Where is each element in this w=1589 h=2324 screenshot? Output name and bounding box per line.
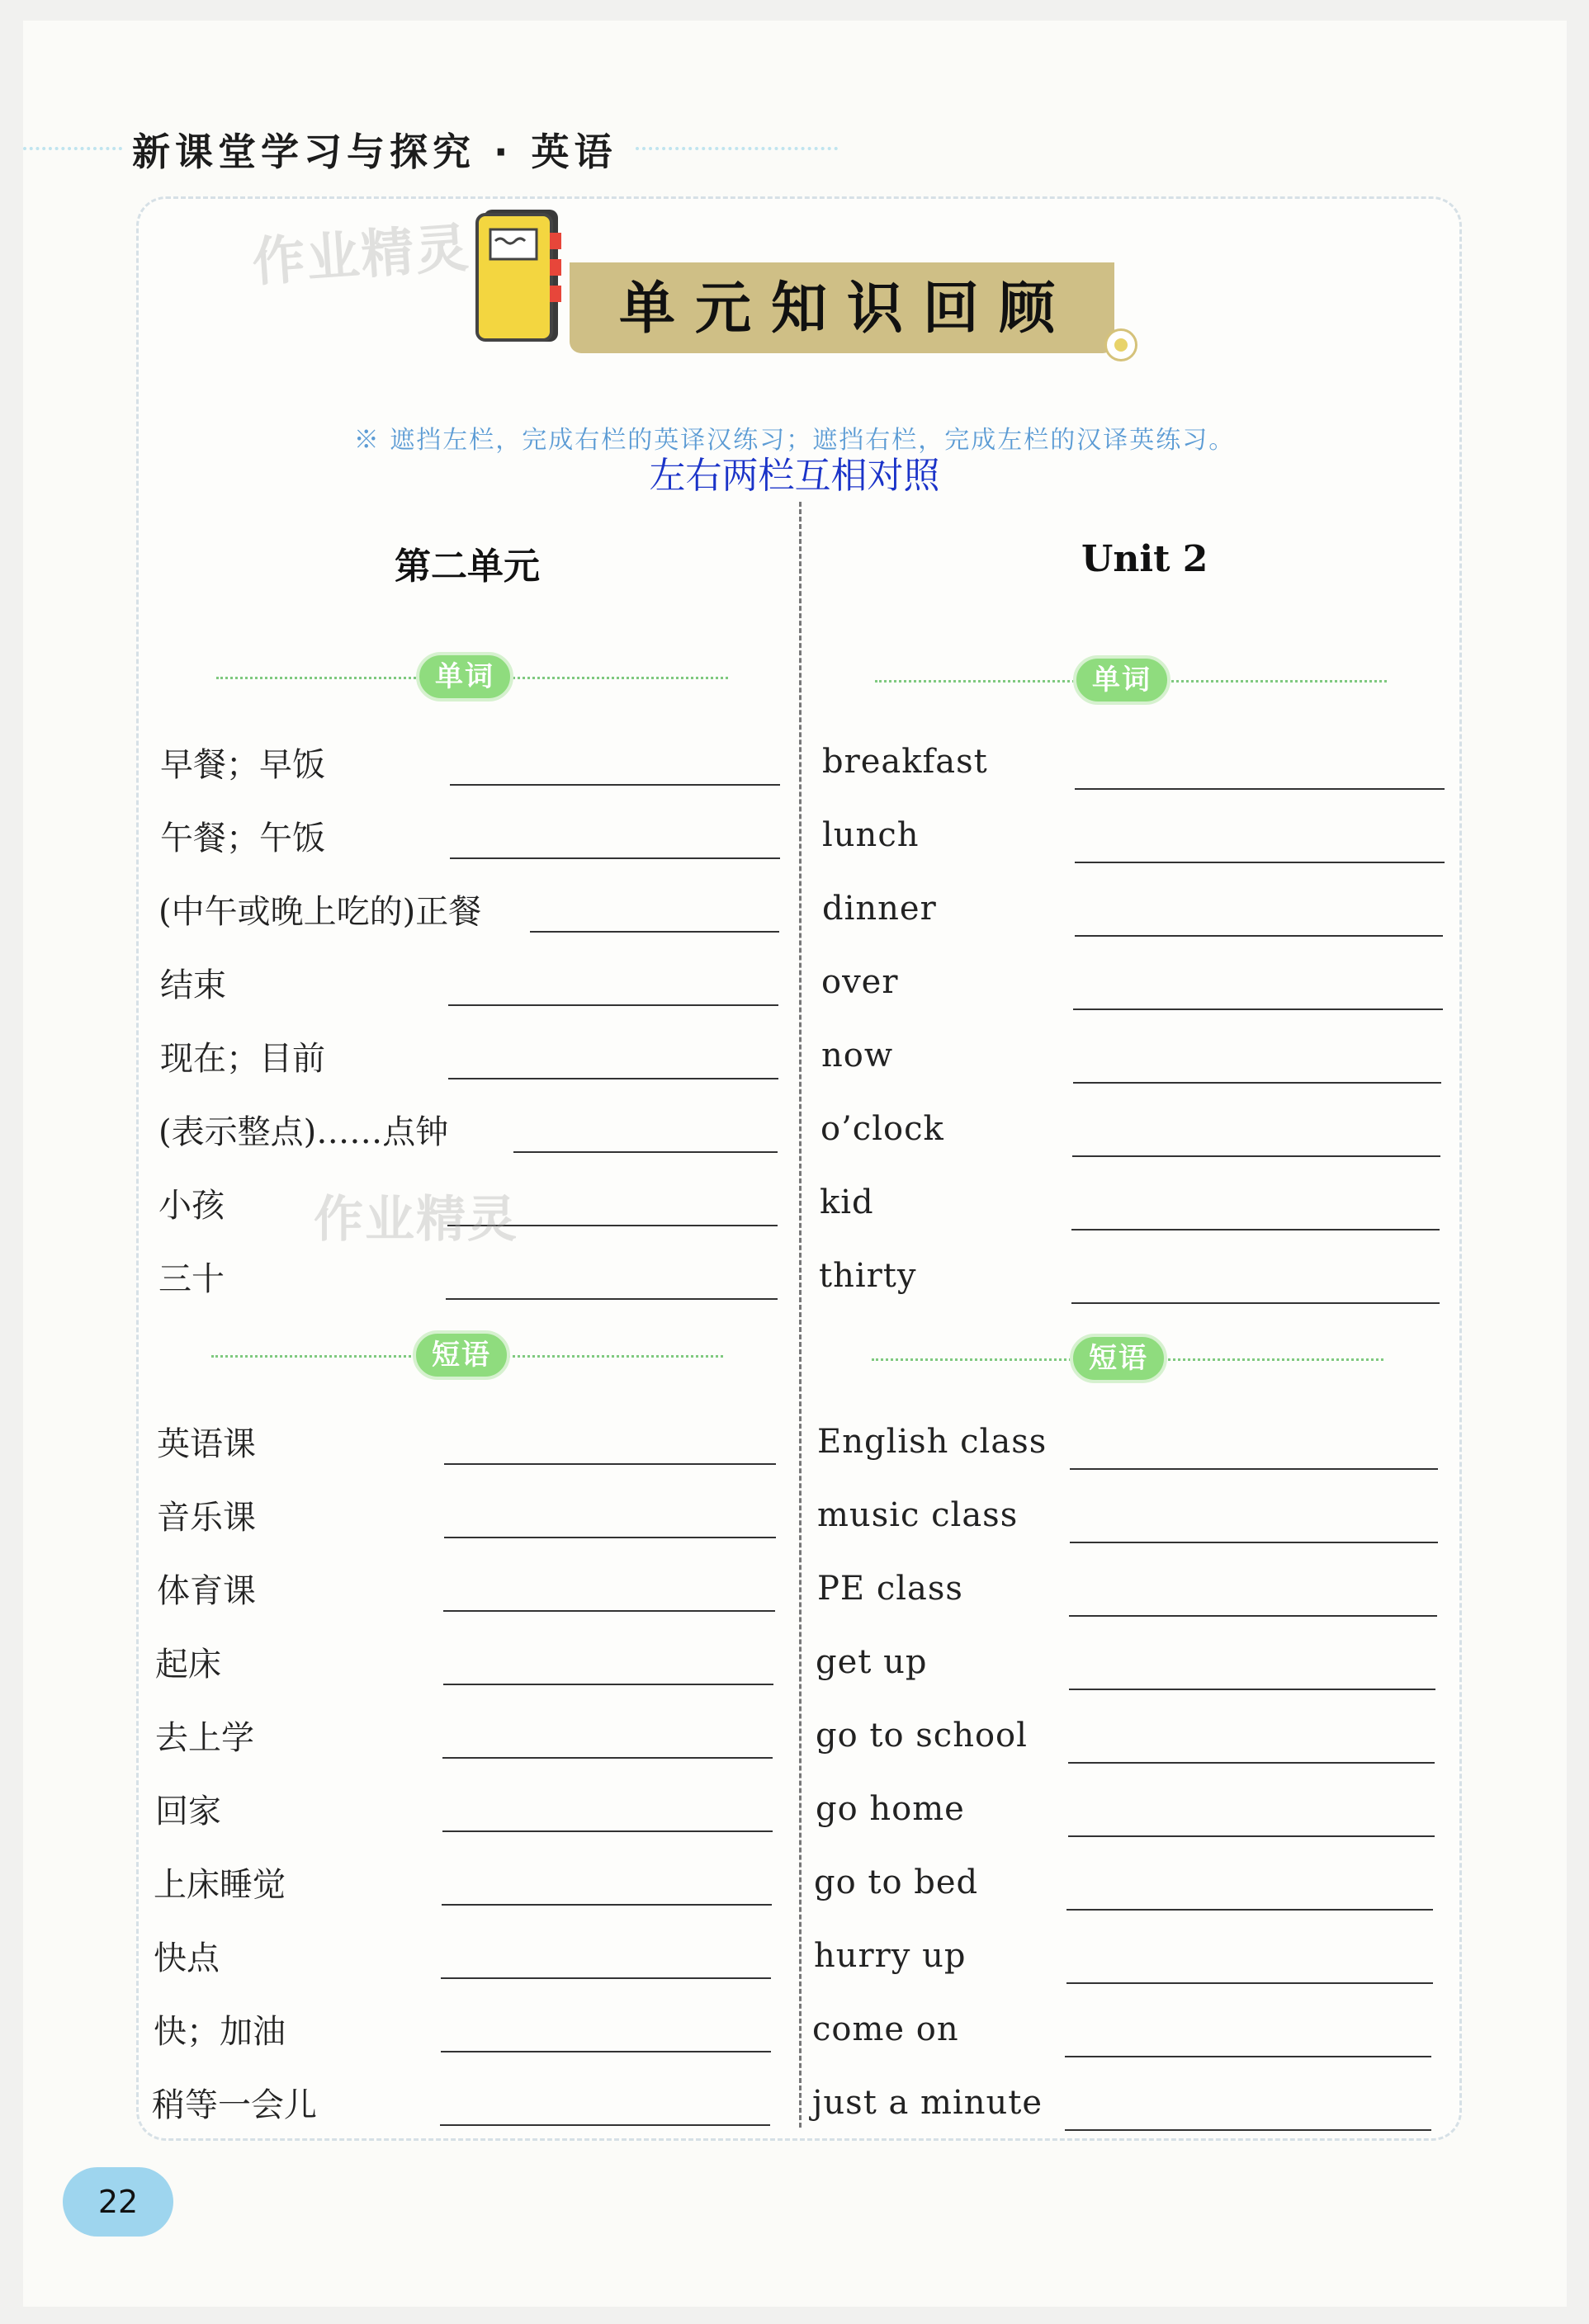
flower-icon bbox=[1104, 328, 1137, 361]
answer-blank[interactable] bbox=[1068, 1835, 1435, 1837]
list-item: 三十 bbox=[158, 1260, 225, 1298]
answer-blank[interactable] bbox=[450, 784, 780, 786]
answer-blank[interactable] bbox=[443, 1684, 773, 1685]
list-item: lunch bbox=[822, 816, 920, 854]
answer-blank[interactable] bbox=[1070, 1468, 1438, 1470]
list-item: PE class bbox=[817, 1570, 963, 1608]
handwritten-note: 左右两栏互相对照 bbox=[649, 455, 940, 497]
left-words-section bbox=[216, 652, 728, 705]
words-label: 单词 bbox=[416, 652, 513, 701]
answer-blank[interactable] bbox=[441, 1977, 771, 1979]
answer-blank[interactable] bbox=[1071, 1302, 1440, 1304]
list-item: go home bbox=[816, 1790, 965, 1828]
column-divider bbox=[799, 502, 802, 2128]
list-item: 快；加油 bbox=[154, 2013, 286, 2051]
list-item: 去上学 bbox=[155, 1719, 254, 1757]
watermark-top: 作业精灵 bbox=[250, 217, 472, 295]
list-item: music class bbox=[817, 1496, 1019, 1534]
list-item: 早餐；早饭 bbox=[160, 746, 325, 784]
phrases-label: 短语 bbox=[1070, 1334, 1167, 1383]
answer-blank[interactable] bbox=[448, 1078, 778, 1079]
list-item: 结束 bbox=[160, 966, 226, 1004]
right-words-section bbox=[875, 655, 1387, 708]
section-title: 单元知识回顾 bbox=[619, 276, 1076, 342]
answer-blank[interactable] bbox=[1065, 2056, 1431, 2057]
answer-blank[interactable] bbox=[446, 1298, 778, 1300]
list-item: go to school bbox=[816, 1717, 1028, 1755]
answer-blank[interactable] bbox=[441, 2051, 771, 2052]
answer-blank[interactable] bbox=[443, 1610, 775, 1612]
answer-blank[interactable] bbox=[1068, 1762, 1435, 1764]
answer-blank[interactable] bbox=[1075, 935, 1443, 937]
answer-blank[interactable] bbox=[513, 1151, 778, 1153]
answer-blank[interactable] bbox=[1066, 1909, 1433, 1911]
list-item: 体育课 bbox=[157, 1572, 256, 1610]
list-item: breakfast bbox=[822, 743, 988, 781]
left-phrases-section bbox=[211, 1330, 723, 1383]
answer-blank[interactable] bbox=[1069, 1689, 1435, 1690]
answer-blank[interactable] bbox=[442, 1830, 773, 1832]
list-item: dinner bbox=[822, 890, 937, 928]
list-item: 音乐课 bbox=[157, 1499, 256, 1537]
list-item: over bbox=[821, 963, 899, 1001]
answer-blank[interactable] bbox=[530, 931, 779, 933]
answer-blank[interactable] bbox=[1066, 1982, 1433, 1984]
list-item: 英语课 bbox=[157, 1425, 256, 1463]
answer-blank[interactable] bbox=[1073, 1008, 1443, 1010]
answer-blank[interactable] bbox=[1070, 1542, 1438, 1543]
answer-blank[interactable] bbox=[440, 2124, 770, 2126]
list-item: 现在；目前 bbox=[160, 1040, 325, 1078]
page-number: 22 bbox=[63, 2167, 173, 2237]
answer-blank[interactable] bbox=[442, 1904, 772, 1906]
list-item: (表示整点)……点钟 bbox=[158, 1113, 449, 1151]
list-item: now bbox=[821, 1037, 894, 1075]
instructions: ※ 遮挡左栏，完成右栏的英译汉练习；遮挡右栏，完成左栏的汉译英练习。 bbox=[353, 426, 1236, 455]
phrases-label: 短语 bbox=[413, 1330, 510, 1380]
list-item: thirty bbox=[819, 1257, 917, 1295]
answer-blank[interactable] bbox=[1072, 1155, 1440, 1157]
list-item: come on bbox=[812, 2010, 959, 2048]
list-item: 稍等一会儿 bbox=[152, 2086, 317, 2124]
answer-blank[interactable] bbox=[444, 1537, 776, 1538]
book-header: 新课堂学习与探究 · 英语 bbox=[132, 130, 617, 174]
right-phrases-section bbox=[872, 1334, 1383, 1386]
list-item: English class bbox=[817, 1423, 1048, 1461]
list-item: 快点 bbox=[154, 1939, 220, 1977]
list-item: 小孩 bbox=[158, 1187, 225, 1225]
words-label: 单词 bbox=[1073, 655, 1170, 705]
answer-blank[interactable] bbox=[442, 1757, 773, 1759]
answer-blank[interactable] bbox=[1069, 1615, 1437, 1617]
notebook-icon bbox=[469, 205, 566, 347]
list-item: just a minute bbox=[812, 2084, 1043, 2122]
answer-blank[interactable] bbox=[1073, 1082, 1441, 1084]
answer-blank[interactable] bbox=[1071, 1229, 1440, 1230]
list-item: get up bbox=[816, 1643, 928, 1681]
answer-blank[interactable] bbox=[1075, 862, 1445, 863]
answer-blank[interactable] bbox=[1075, 788, 1445, 790]
left-column-title: 第二单元 bbox=[395, 546, 540, 588]
header-rule-right bbox=[636, 147, 838, 150]
list-item: 午餐；午饭 bbox=[160, 820, 325, 857]
answer-blank[interactable] bbox=[450, 857, 780, 859]
list-item: hurry up bbox=[814, 1937, 967, 1975]
list-item: 起床 bbox=[155, 1646, 221, 1684]
list-item: kid bbox=[820, 1183, 874, 1221]
answer-blank[interactable] bbox=[1065, 2129, 1431, 2131]
list-item: o’clock bbox=[821, 1110, 944, 1148]
list-item: 回家 bbox=[155, 1793, 221, 1830]
right-column-title: Unit 2 bbox=[1081, 538, 1208, 580]
list-item: 上床睡觉 bbox=[154, 1866, 286, 1904]
answer-blank[interactable] bbox=[448, 1004, 778, 1006]
header-rule-left bbox=[23, 147, 122, 150]
answer-blank[interactable] bbox=[444, 1463, 776, 1465]
watermark-middle: 作业精灵 bbox=[314, 1191, 518, 1249]
list-item: go to bed bbox=[814, 1863, 979, 1901]
list-item: (中午或晚上吃的)正餐 bbox=[158, 893, 482, 931]
